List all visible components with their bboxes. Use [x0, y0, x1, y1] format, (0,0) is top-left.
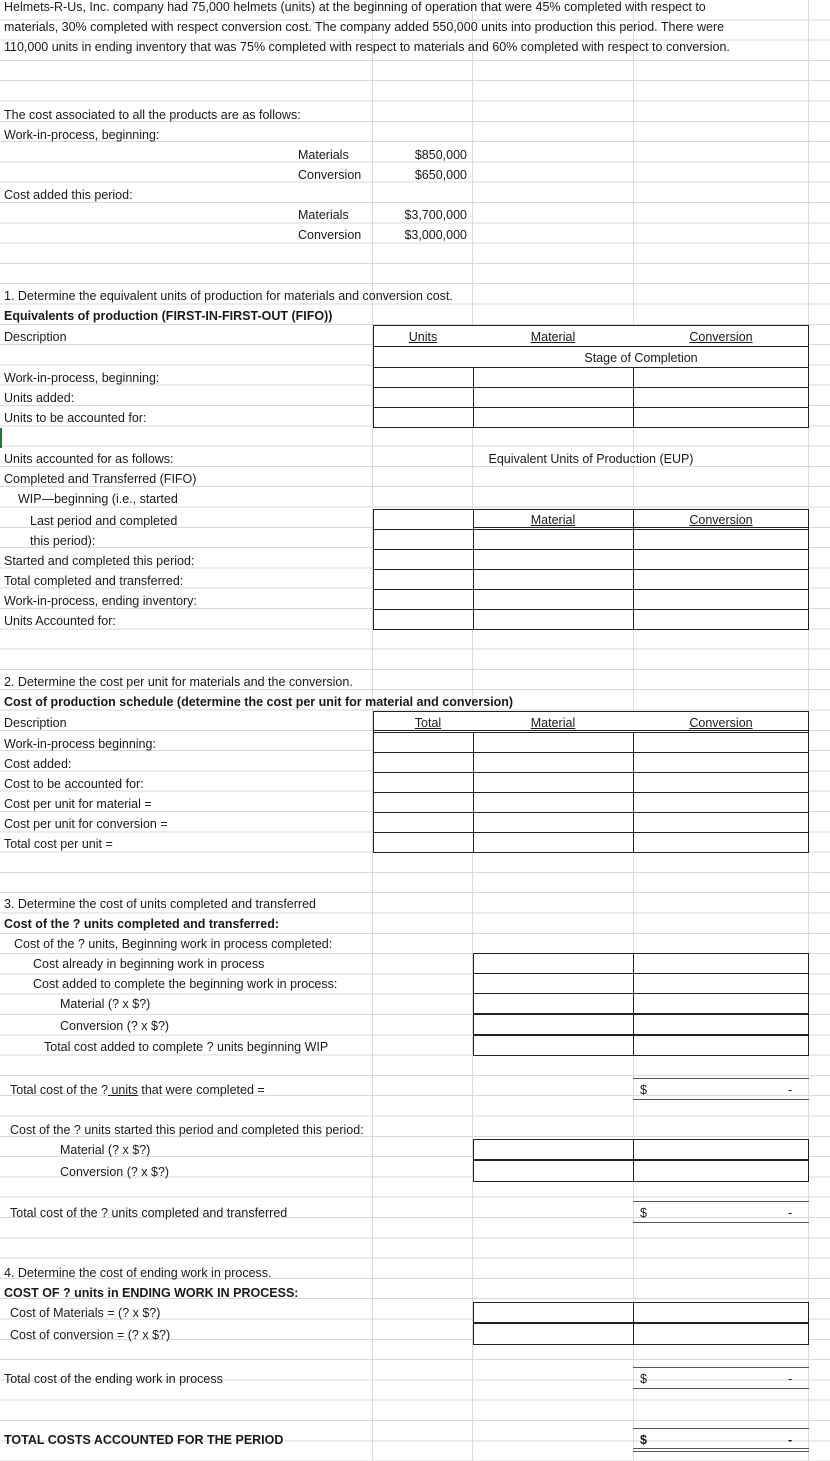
- total-rule: [633, 1201, 809, 1202]
- input-cell[interactable]: [473, 1014, 634, 1035]
- input-cell[interactable]: [373, 609, 474, 630]
- input-cell[interactable]: [473, 1139, 634, 1160]
- input-cell[interactable]: [373, 792, 474, 813]
- input-cell[interactable]: [473, 1323, 634, 1345]
- input-cell[interactable]: [473, 549, 634, 570]
- input-cell[interactable]: [473, 609, 634, 630]
- total-rule: [633, 1222, 809, 1223]
- input-cell[interactable]: [373, 812, 474, 833]
- dash-value: -: [788, 1372, 793, 1386]
- row-wip-beginning: Work-in-process, beginning:: [4, 371, 160, 385]
- problem-line-1: Helmets-R-Us, Inc. company had 75,000 helmets (units) at the beginning of operation that were 45% completed with respect to: [4, 0, 706, 14]
- total-rule: [633, 1367, 809, 1368]
- sc-conversion-calc: Conversion (? x $?): [60, 1165, 170, 1179]
- input-cell[interactable]: [473, 832, 634, 853]
- input-cell[interactable]: [633, 387, 809, 408]
- added-conversion-value: $3,000,000: [404, 228, 467, 242]
- currency-symbol: $: [640, 1433, 647, 1447]
- input-cell[interactable]: [473, 792, 634, 813]
- header-divider: [373, 346, 809, 347]
- row-cost-to-account: Cost to be accounted for:: [4, 777, 144, 791]
- wip-conversion-value: $650,000: [414, 168, 467, 182]
- section2-title: Cost of production schedule (determine the cost per unit for material and conversion): [4, 695, 514, 709]
- total-rule: [633, 1451, 809, 1452]
- col-material: Material: [530, 330, 576, 344]
- stage-of-completion-label: Stage of Completion: [584, 351, 698, 365]
- added-conversion-label: Conversion: [298, 228, 362, 242]
- input-cell[interactable]: [633, 993, 809, 1014]
- input-cell[interactable]: [373, 549, 474, 570]
- input-cell[interactable]: [633, 1302, 809, 1323]
- input-cell[interactable]: [373, 529, 474, 550]
- input-cell[interactable]: [633, 407, 809, 428]
- cost-materials-calc: Cost of Materials = (? x $?): [10, 1306, 161, 1320]
- input-cell[interactable]: [473, 772, 634, 793]
- total-costs-label: TOTAL COSTS ACCOUNTED FOR THE PERIOD: [4, 1433, 284, 1447]
- sc-material-calc: Material (? x $?): [60, 1143, 151, 1157]
- input-cell[interactable]: [373, 752, 474, 773]
- total-rule: [633, 1078, 809, 1079]
- input-cell[interactable]: [473, 589, 634, 610]
- cost-conversion-calc: Cost of conversion = (? x $?): [10, 1328, 171, 1342]
- section3-title: Cost of the ? units completed and transferred:: [4, 917, 280, 931]
- dash-value: -: [788, 1083, 793, 1097]
- total-ending-wip-label: Total cost of the ending work in process: [4, 1372, 223, 1386]
- eup-col-material: Material: [530, 513, 576, 527]
- total-completed-units: units: [107, 1083, 138, 1097]
- input-cell[interactable]: [633, 529, 809, 550]
- conversion-calc: Conversion (? x $?): [60, 1019, 170, 1033]
- input-cell[interactable]: [633, 1323, 809, 1345]
- section2-description-label: Description: [4, 716, 67, 730]
- input-cell[interactable]: [473, 407, 634, 428]
- input-cell[interactable]: [473, 973, 634, 994]
- currency-symbol: $: [640, 1206, 647, 1220]
- input-cell[interactable]: [633, 1035, 809, 1056]
- started-completed-label: Cost of the ? units started this period and completed this period:: [10, 1123, 364, 1137]
- input-cell[interactable]: [473, 1160, 634, 1182]
- section1-heading: 1. Determine the equivalent units of production for materials and conversion cost.: [4, 289, 453, 303]
- cost-added-label: Cost added this period:: [4, 188, 133, 202]
- row-started-completed: Started and completed this period:: [4, 554, 195, 568]
- input-cell[interactable]: [473, 732, 634, 753]
- wip-started-line-3: this period):: [30, 534, 96, 548]
- input-cell[interactable]: [633, 953, 809, 974]
- row-units-to-account: Units to be accounted for:: [4, 411, 147, 425]
- col-total: Total: [414, 716, 442, 730]
- added-materials-value: $3,700,000: [404, 208, 467, 222]
- input-cell[interactable]: [633, 367, 809, 388]
- row-units-accounted: Units Accounted for:: [4, 614, 116, 628]
- row-cost-added: Cost added:: [4, 757, 72, 771]
- wip-materials-label: Materials: [298, 148, 349, 162]
- cost-already-in-wip: Cost already in beginning work in process: [33, 957, 265, 971]
- active-cell-marker: [0, 428, 2, 448]
- problem-line-3: 110,000 units in ending inventory that was 75% completed with respect to materials and 60% completed with respect to conversion.: [4, 40, 730, 54]
- input-cell[interactable]: [473, 529, 634, 550]
- total-completed-prefix: Total cost of the ?: [10, 1083, 108, 1097]
- row-cpu-conversion: Cost per unit for conversion =: [4, 817, 168, 831]
- currency-symbol: $: [640, 1083, 647, 1097]
- total-rule: [633, 1388, 809, 1389]
- dash-value: -: [788, 1433, 793, 1447]
- input-cell[interactable]: [633, 973, 809, 994]
- added-materials-label: Materials: [298, 208, 349, 222]
- section3-heading: 3. Determine the cost of units completed and transferred: [4, 897, 316, 911]
- cost-added-to-complete: Cost added to complete the beginning work in process:: [33, 977, 338, 991]
- input-cell[interactable]: [633, 1014, 809, 1035]
- eup-col-conversion: Conversion: [689, 513, 753, 527]
- input-cell[interactable]: [373, 367, 474, 388]
- input-cell[interactable]: [373, 569, 474, 590]
- input-cell[interactable]: [633, 1160, 809, 1182]
- eup-label: Equivalent Units of Production (EUP): [488, 452, 694, 466]
- total-added-to-complete: Total cost added to complete ? units beginning WIP: [44, 1040, 329, 1054]
- input-cell[interactable]: [473, 1035, 634, 1056]
- input-cell[interactable]: [473, 953, 634, 974]
- input-cell[interactable]: [473, 752, 634, 773]
- section2-heading: 2. Determine the cost per unit for materials and the conversion.: [4, 675, 353, 689]
- section1-description-label: Description: [4, 330, 67, 344]
- input-cell[interactable]: [373, 509, 474, 530]
- dash-value: -: [788, 1206, 793, 1220]
- problem-line-2: materials, 30% completed with respect conversion cost. The company added 550,000 units into production this period. There were: [4, 20, 725, 34]
- wip-beginning-label: Work-in-process, beginning:: [4, 128, 160, 142]
- col-conversion: Conversion: [689, 716, 753, 730]
- input-cell[interactable]: [633, 549, 809, 570]
- section4-heading: 4. Determine the cost of ending work in process.: [4, 1266, 272, 1280]
- input-cell[interactable]: [373, 589, 474, 610]
- material-calc: Material (? x $?): [60, 997, 151, 1011]
- total-rule: [633, 1099, 809, 1100]
- wip-conversion-label: Conversion: [298, 168, 362, 182]
- section1-title: Equivalents of production (FIRST-IN-FIRST-OUT (FIFO)): [4, 309, 333, 323]
- input-cell[interactable]: [473, 993, 634, 1014]
- input-cell[interactable]: [633, 589, 809, 610]
- input-cell[interactable]: [633, 752, 809, 773]
- row-wip-ending: Work-in-process, ending inventory:: [4, 594, 197, 608]
- completed-transferred-label: Completed and Transferred (FIFO): [4, 472, 197, 486]
- input-cell[interactable]: [473, 1302, 634, 1323]
- input-cell[interactable]: [633, 812, 809, 833]
- input-cell[interactable]: [633, 772, 809, 793]
- costs-intro: The cost associated to all the products are as follows:: [4, 108, 301, 122]
- total-completed-row: [10, 1081, 265, 1099]
- input-cell[interactable]: [633, 569, 809, 590]
- row-units-added: Units added:: [4, 391, 75, 405]
- input-cell[interactable]: [473, 367, 634, 388]
- input-cell[interactable]: [633, 1139, 809, 1160]
- total-rule: [633, 1448, 809, 1449]
- input-cell[interactable]: [473, 569, 634, 590]
- col-units: Units: [408, 330, 438, 344]
- input-cell[interactable]: [633, 732, 809, 753]
- input-cell[interactable]: [373, 772, 474, 793]
- row-cpu-material: Cost per unit for material =: [4, 797, 152, 811]
- total-transferred-label: Total cost of the ? units completed and transferred: [10, 1206, 288, 1220]
- input-cell[interactable]: [373, 832, 474, 853]
- row-wip-beginning-cost: Work-in-process beginning:: [4, 737, 156, 751]
- input-cell[interactable]: [373, 732, 474, 753]
- input-cell[interactable]: [473, 812, 634, 833]
- input-cell[interactable]: [633, 609, 809, 630]
- units-accounted-label: Units accounted for as follows:: [4, 452, 174, 466]
- total-completed-suffix: that were completed =: [137, 1083, 265, 1097]
- col-conversion: Conversion: [689, 330, 753, 344]
- total-rule: [633, 1428, 809, 1429]
- row-total-completed: Total completed and transferred:: [4, 574, 184, 588]
- currency-symbol: $: [640, 1372, 647, 1386]
- wip-started-line-1: WIP—beginning (i.e., started: [18, 492, 178, 506]
- double-rule: [373, 730, 809, 731]
- beg-wip-completed: Cost of the ? units, Beginning work in process completed:: [14, 937, 333, 951]
- section4-title: COST OF ? units in ENDING WORK IN PROCESS:: [4, 1286, 299, 1300]
- wip-materials-value: $850,000: [414, 148, 467, 162]
- input-cell[interactable]: [473, 387, 634, 408]
- input-cell[interactable]: [633, 792, 809, 813]
- wip-started-line-2: Last period and completed: [30, 514, 178, 528]
- row-total-cpu: Total cost per unit =: [4, 837, 113, 851]
- input-cell[interactable]: [633, 832, 809, 853]
- input-cell[interactable]: [373, 407, 474, 428]
- col-material: Material: [530, 716, 576, 730]
- input-cell[interactable]: [373, 387, 474, 408]
